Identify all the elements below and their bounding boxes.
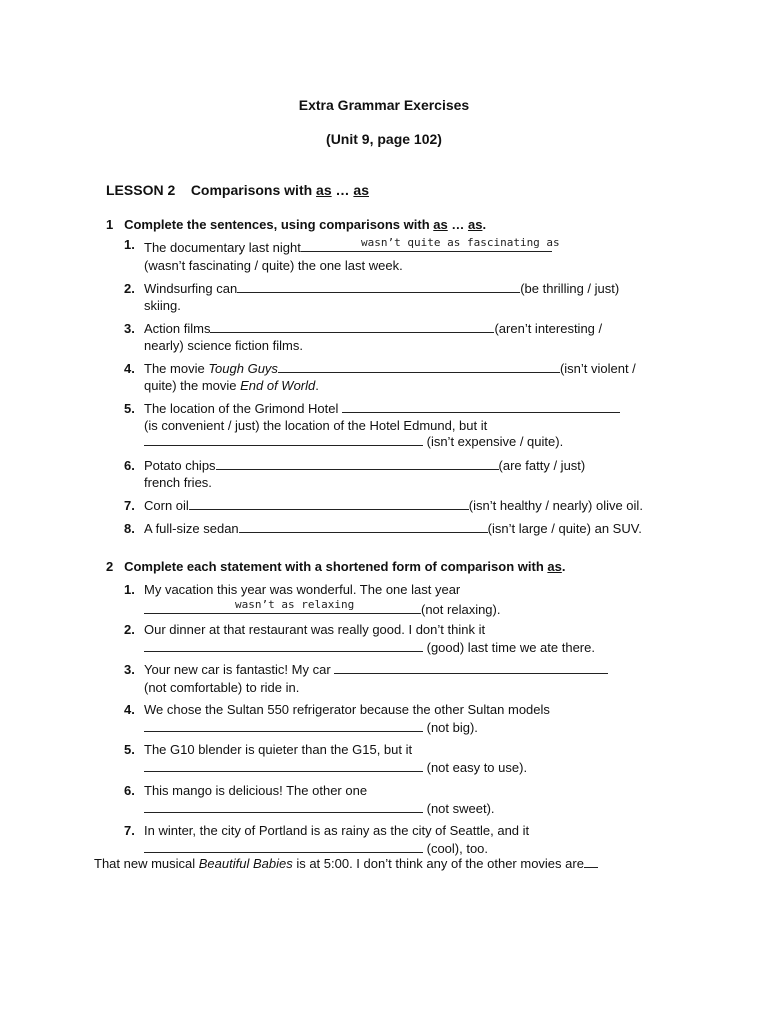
item-text: french fries. [144,475,212,490]
item-text: Your new car is fantastic! My car [144,662,335,677]
item-number: 3. [124,321,135,336]
ex1-item-4-line-2 [144,378,319,393]
item-end: . [315,378,319,393]
item-cue: (not easy to use). [423,760,528,775]
ex2-item-5-line-2 [144,760,527,775]
ex2-item-2-line-2 [144,640,595,655]
item-text: My vacation this year was wonderful. The one last year [144,582,461,597]
item-text: (wasn’t fascinating / quite) the one last week. [144,258,403,273]
exercise-2-instruction [106,559,565,574]
item-text: skiing. [144,298,181,313]
item-cue: (isn’t healthy / nearly) olive oil. [468,498,643,513]
item-text: In winter, the city of Portland is as rainy as the city of Seattle, and it [144,823,530,838]
movie-title: End of World [240,378,316,393]
item-number: 6. [124,783,135,798]
answer-blank[interactable] [584,856,598,868]
instruction-dots: … [447,217,468,232]
movie-title: Tough Guys [208,361,278,376]
item-text: This mango is delicious! The other one [144,783,368,798]
item-cue: (aren’t interesting / [494,321,603,336]
item-cue: (are fatty / just) [498,458,586,473]
item-number: 4. [124,702,135,717]
item-text: (not comfortable) to ride in. [144,680,300,695]
instruction-as-2: as [467,217,483,232]
item-text: Potato chips [144,458,216,473]
item-cue: (isn’t large / quite) an SUV. [487,521,642,536]
instruction-as-1: as [433,217,448,232]
item-number: 5. [124,742,135,757]
movie-title: Beautiful Babies [198,856,293,871]
ex2-item-6-line-2 [144,801,495,816]
exercise-1-instruction [106,217,486,232]
item-text: is at 5:00. I don’t think any of the other movies are [292,856,584,871]
item-number: 7. [124,823,135,838]
item-number: 4. [124,361,135,376]
item-text: Our dinner at that restaurant was really good. I don’t think it [144,622,486,637]
item-cue: (not big). [423,720,478,735]
lesson-as-1: as [316,182,332,198]
ex1-item-5-line-3 [144,434,563,449]
item-number: 7. [124,498,135,513]
lesson-as-2: as [353,182,369,198]
overflow-line [94,856,598,871]
ex1-item-7-line-1 [144,498,643,513]
item-text: Corn oil [144,498,189,513]
answer-blank[interactable] [278,361,560,373]
item-number: 2. [124,622,135,637]
handwritten-answer: wasn’t as relaxing [235,598,355,611]
item-number: 1. [124,237,135,252]
item-number: 2. [124,281,135,296]
exercise-number: 1 [106,217,114,232]
answer-blank[interactable] [334,662,608,674]
item-cue: (isn’t violent / [559,361,636,376]
instruction-end: . [482,217,487,232]
answer-blank[interactable] [189,498,469,510]
page-subtitle: (Unit 9, page 102) [326,131,442,147]
answer-blank[interactable] [144,760,423,772]
ex1-item-8-line-1 [144,521,642,536]
instruction-end: . [561,559,566,574]
ex2-item-7-line-2 [144,841,488,856]
answer-blank[interactable] [210,321,494,333]
instruction-as: as [547,559,562,574]
instruction-text: Complete the sentences, using comparisons with [124,217,434,232]
item-number: 3. [124,662,135,677]
item-cue: (cool), too. [423,841,489,856]
item-number: 8. [124,521,135,536]
item-text: (is convenient / just) the location of the Hotel Edmund, but it [144,418,488,433]
item-text: A full-size sedan [144,521,239,536]
item-cue: (not relaxing). [421,602,501,617]
item-text: We chose the Sultan 550 refrigerator because the other Sultan models [144,702,550,717]
item-text: quite) the movie [144,378,241,393]
answer-blank[interactable] [144,434,423,446]
instruction-text: Complete each statement with a shortened form of comparison with [124,559,548,574]
item-cue: (isn’t expensive / quite). [423,434,564,449]
item-text: Windsurfing can [144,281,238,296]
handwritten-answer: wasn’t quite as fascinating as [361,236,560,249]
answer-blank[interactable] [216,458,499,470]
ex1-item-3-line-1 [144,321,602,336]
answer-blank[interactable] [144,640,423,652]
answer-blank[interactable] [144,720,423,732]
item-text: The location of the Grimond Hotel [144,401,342,416]
item-cue: (be thrilling / just) [520,281,620,296]
ex2-item-3-line-1 [144,662,608,677]
item-cue: (not sweet). [423,801,495,816]
page-title: Extra Grammar Exercises [298,97,470,113]
answer-blank[interactable] [342,401,620,413]
lesson-label: LESSON 2 [106,182,176,198]
answer-blank[interactable] [237,281,520,293]
ex1-item-2-line-1 [144,281,619,296]
item-text: That new musical [94,856,199,871]
answer-blank[interactable] [239,521,488,533]
ex1-item-4-line-1 [144,361,636,376]
item-cue: (good) last time we ate there. [423,640,595,655]
ex1-item-5-line-1 [144,401,620,416]
item-text: The G10 blender is quieter than the G15, but it [144,742,413,757]
item-text: nearly) science fiction films. [144,338,303,353]
lesson-heading [106,182,369,198]
item-number: 1. [124,582,135,597]
answer-blank[interactable] [144,801,423,813]
item-text: The documentary last night [144,240,301,255]
exercise-number: 2 [106,559,114,574]
lesson-dots: … [331,182,354,198]
item-number: 5. [124,401,135,416]
lesson-topic: Comparisons with [190,182,317,198]
item-text: The movie [144,361,209,376]
item-number: 6. [124,458,135,473]
ex1-item-6-line-1 [144,458,585,473]
answer-blank[interactable] [144,841,423,853]
item-text: Action films [144,321,211,336]
ex2-item-4-line-2 [144,720,478,735]
